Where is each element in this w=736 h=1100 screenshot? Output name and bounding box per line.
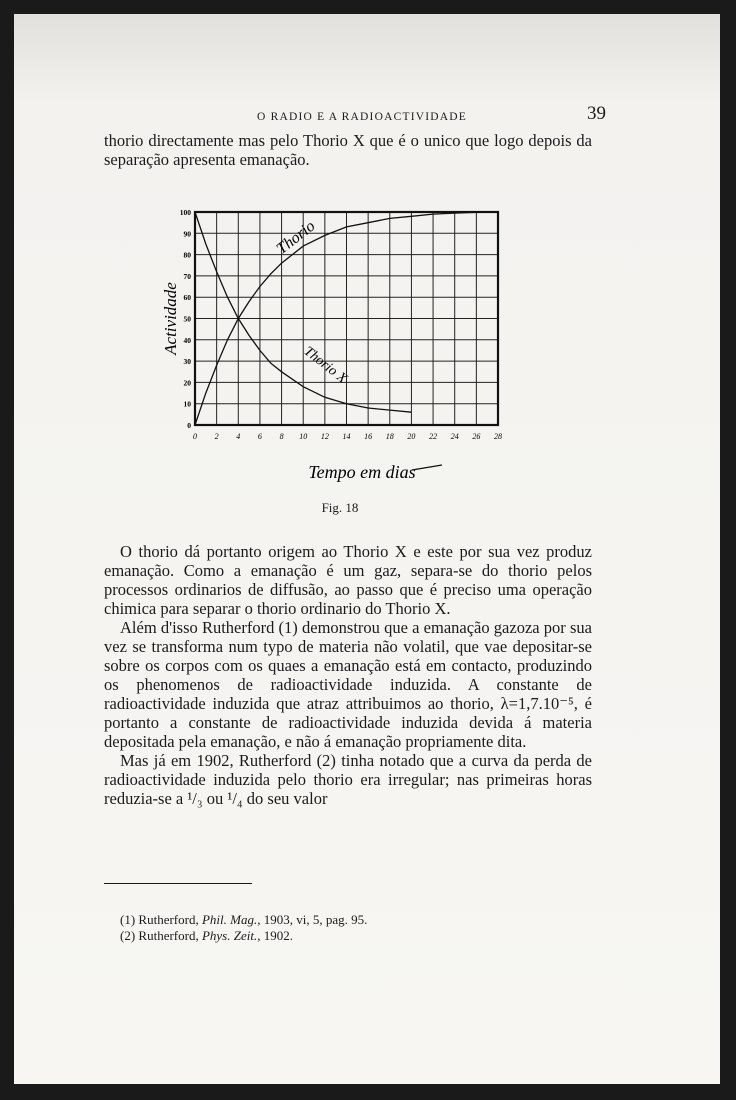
figure-18 [150,200,530,520]
x-axis-title-flourish [412,465,442,470]
x-tick-label: 6 [257,432,262,441]
footnote-marker: (2) [120,928,136,943]
x-tick-label: 28 [494,432,502,441]
y-tick-label: 50 [183,314,191,324]
page-number: 39 [587,103,606,124]
x-tick-label: 16 [364,432,373,441]
running-title: O RADIO E A RADIOACTIVIDADE [257,111,467,123]
x-tick-label: 26 [472,432,481,441]
x-tick-label: 24 [450,432,459,441]
y-tick-label: 20 [183,378,191,388]
footnote-2 [120,928,560,944]
footnote-marker: (1) [120,912,136,927]
y-tick-label: 100 [179,208,191,217]
x-tick-label: 10 [299,432,308,441]
y-tick-label: 30 [183,357,191,367]
y-tick-label: 10 [183,399,191,409]
y-axis-title: Actividade [161,282,180,355]
opening-paragraph [104,131,592,169]
paragraph-1: O thorio dá portanto origem ao Thorio X e este por sua vez produz emanação. Como a emanação é um gaz, separa-se do thorio pelos processos ordinarios de diffusão, ao passo que é preciso uma operação chimica para separar o thorio ordinario do Thorio X. [104,542,592,618]
x-tick-label: 12 [320,432,329,441]
footnotes [120,912,560,944]
series-label-thorio-x: Thorio X [300,343,350,387]
x-tick-label: 2 [214,432,219,441]
footnote-details: , 1903, vi, 5, pag. 95. [257,912,368,927]
x-axis-title: Tempo em dias [308,462,416,482]
x-tick-label: 22 [429,432,438,441]
chart-labels [161,218,442,482]
footnote-source: Phys. Zeit. [201,928,258,943]
chart-grid [195,212,498,425]
paragraph-text: thorio directamente mas pelo Thorio X que é o unico que logo depois da separação apresenta emanação. [104,131,592,169]
footnote-details: , 1902. [257,928,293,943]
footnote-author: Rutherford, [138,928,202,943]
footnote-rule [104,883,252,884]
y-tick-label: 60 [183,293,191,303]
figure-caption: Fig. 18 [321,500,359,515]
body-text [104,542,592,808]
y-tick-label: 70 [183,271,191,281]
paragraph-3: Mas já em 1902, Rutherford (2) tinha notado que a curva da perda de radioactividade induzida pelo thorio era irregular; nas primeiras horas reduzia-se a ¹/₃ ou ¹/₄ do seu valor [104,751,592,808]
chart-ticks [180,208,502,441]
x-tick-label: 14 [342,432,351,441]
y-tick-label: 80 [183,250,191,260]
x-tick-label: 20 [407,432,416,441]
y-tick-label: 40 [183,335,191,345]
x-tick-label: 8 [279,432,284,441]
x-tick-label: 18 [385,432,394,441]
y-tick-label: 90 [183,229,191,239]
activity-chart [150,200,530,500]
x-tick-label: 4 [236,432,241,441]
footnote-author: Rutherford, [138,912,202,927]
y-tick-label: 0 [187,421,191,430]
series-label-thorio: Thorio [273,217,319,258]
footnote-source: Phil. Mag. [201,912,258,927]
x-tick-label: 0 [193,432,197,441]
footnote-1 [120,912,560,928]
paragraph-2: Além d'isso Rutherford (1) demonstrou que a emanação gazoza por sua vez se transforma num typo de materia não volatil, que vae depositar-se sobre os corpos com os quaes a emanação está em contacto, produzindo os phenomenos de radioactividade induzida. A constante de radioactividade induzida que atraz attribuimos ao thorio, λ=1,7.10⁻⁵, é portanto a constante de radioactividade induzida devida á materia depositada pela emanação, e não á emanação propriamente dita. [104,618,592,751]
